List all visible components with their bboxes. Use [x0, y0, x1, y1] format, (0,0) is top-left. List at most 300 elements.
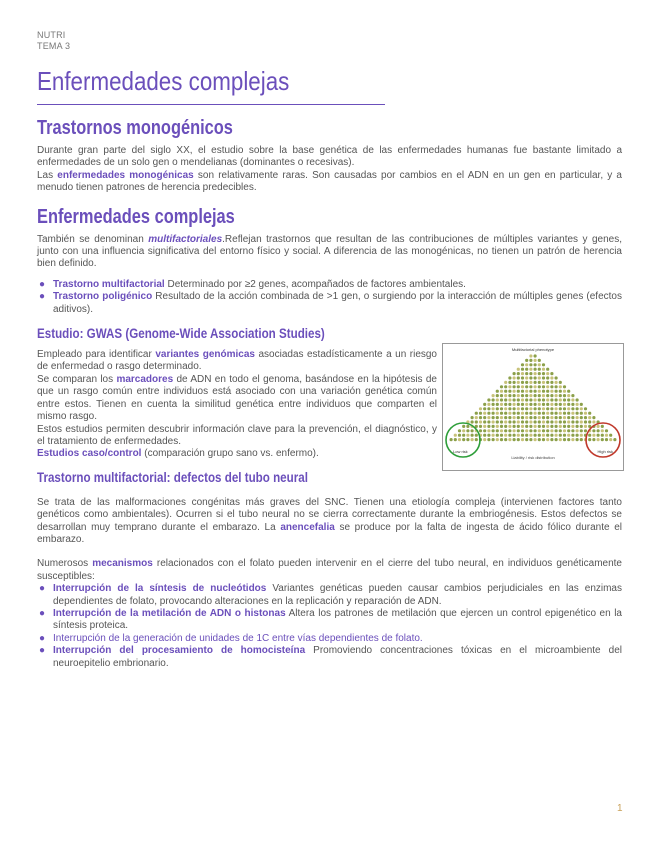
- distribution-dot: [571, 425, 574, 428]
- distribution-dot: [496, 438, 499, 441]
- figure-axis-label: Liability / risk distribution: [511, 455, 555, 461]
- distribution-dot: [609, 438, 612, 441]
- distribution-dot: [492, 398, 495, 401]
- distribution-dot: [580, 416, 583, 419]
- distribution-dot: [500, 398, 503, 401]
- distribution-dot: [517, 420, 520, 423]
- distribution-dot: [597, 434, 600, 437]
- distribution-dot: [550, 420, 553, 423]
- distribution-dot: [479, 425, 482, 428]
- distribution-dot: [550, 416, 553, 419]
- distribution-dot: [458, 429, 461, 432]
- distribution-dot: [492, 412, 495, 415]
- distribution-dot: [513, 403, 516, 406]
- heading-complex-diseases: Enfermedades complejas: [37, 205, 235, 228]
- distribution-dot: [500, 420, 503, 423]
- distribution-dot: [496, 416, 499, 419]
- distribution-dot: [563, 434, 566, 437]
- distribution-dot: [508, 381, 511, 384]
- distribution-dot: [450, 438, 453, 441]
- distribution-dot: [550, 394, 553, 397]
- document-page: [37, 30, 622, 670]
- paragraph-complex-definition: También se denominan multifactoriales.Reflejan trastornos que resultan de las contribuciones de múltiples variantes y genes, junto con una influencia significativa del entorno físico y social. A diferencia de las monogénicas, no tienen un patrón de herencia bien definido.: [37, 233, 622, 270]
- distribution-dot: [550, 403, 553, 406]
- distribution-dot: [546, 372, 549, 375]
- distribution-dot: [555, 438, 558, 441]
- distribution-dot: [555, 407, 558, 410]
- distribution-dot: [555, 376, 558, 379]
- distribution-dot: [504, 385, 507, 388]
- list-item: ● Trastorno multifactorial Determinado por ≥2 genes, acompañados de factores ambientales.: [39, 278, 466, 290]
- distribution-dot: [504, 398, 507, 401]
- distribution-dot: [555, 429, 558, 432]
- distribution-dot: [559, 412, 562, 415]
- distribution-dot: [517, 429, 520, 432]
- distribution-dot: [555, 398, 558, 401]
- distribution-dot: [513, 420, 516, 423]
- distribution-dot: [555, 416, 558, 419]
- distribution-dot: [462, 425, 465, 428]
- distribution-dot: [534, 394, 537, 397]
- distribution-dot: [546, 425, 549, 428]
- distribution-dot: [529, 434, 532, 437]
- paragraph-gwas-markers: Se comparan los marcadores de ADN en todo el genoma, basándose en la hipótesis de que un rasgo común entre individuos está asociado con una variación genética común entre estos. Tienen en cuenta la similitud genética entre individuos que comparten el mismo rasgo.: [37, 373, 437, 423]
- distribution-dot: [471, 416, 474, 419]
- distribution-dot: [555, 425, 558, 428]
- distribution-dot: [487, 420, 490, 423]
- distribution-dot: [504, 438, 507, 441]
- distribution-dot: [538, 385, 541, 388]
- distribution-dot: [508, 385, 511, 388]
- distribution-dot: [584, 407, 587, 410]
- distribution-dot: [508, 398, 511, 401]
- distribution-dot: [542, 416, 545, 419]
- distribution-dot: [542, 412, 545, 415]
- distribution-dot: [525, 416, 528, 419]
- distribution-dot: [529, 394, 532, 397]
- distribution-dot: [571, 416, 574, 419]
- distribution-dot: [538, 407, 541, 410]
- distribution-dot: [529, 368, 532, 371]
- distribution-dot: [550, 425, 553, 428]
- distribution-dot: [534, 420, 537, 423]
- distribution-dot: [529, 416, 532, 419]
- distribution-dot: [559, 403, 562, 406]
- distribution-dot: [597, 429, 600, 432]
- distribution-dot: [559, 429, 562, 432]
- distribution-dot: [517, 372, 520, 375]
- distribution-dot: [517, 434, 520, 437]
- distribution-dot: [563, 412, 566, 415]
- distribution-dot: [492, 438, 495, 441]
- list-item: ● Trastorno poligénico Resultado de la acción combinada de >1 gen, o surgiendo por la interacción de múltiples genes (efectos aditivos).: [39, 291, 622, 315]
- distribution-dot: [546, 403, 549, 406]
- distribution-dot: [563, 407, 566, 410]
- distribution-dot: [546, 429, 549, 432]
- distribution-dot: [496, 425, 499, 428]
- distribution-dot: [529, 385, 532, 388]
- distribution-dot: [492, 425, 495, 428]
- distribution-dot: [609, 434, 612, 437]
- distribution-dot: [567, 429, 570, 432]
- distribution-dot: [559, 416, 562, 419]
- distribution-dot: [584, 420, 587, 423]
- distribution-dot: [525, 403, 528, 406]
- distribution-dot: [492, 434, 495, 437]
- distribution-dot: [534, 363, 537, 366]
- distribution-dot: [601, 434, 604, 437]
- distribution-dot: [513, 438, 516, 441]
- distribution-dot: [563, 420, 566, 423]
- distribution-dot: [521, 368, 524, 371]
- distribution-dot: [597, 425, 600, 428]
- distribution-dot: [525, 372, 528, 375]
- distribution-dot: [513, 425, 516, 428]
- distribution-dot: [538, 394, 541, 397]
- distribution-dot: [496, 398, 499, 401]
- distribution-dot: [542, 438, 545, 441]
- multifactorial-distribution-figure: [442, 343, 624, 471]
- distribution-dot: [584, 425, 587, 428]
- distribution-dot: [542, 372, 545, 375]
- distribution-dot: [563, 429, 566, 432]
- distribution-dot: [458, 434, 461, 437]
- topic-label: TEMA 3: [37, 41, 71, 51]
- distribution-dot: [538, 412, 541, 415]
- distribution-dot: [513, 394, 516, 397]
- distribution-dot: [571, 394, 574, 397]
- distribution-dot: [513, 412, 516, 415]
- distribution-dot: [517, 407, 520, 410]
- distribution-dot: [601, 438, 604, 441]
- distribution-dot: [529, 420, 532, 423]
- distribution-dot: [588, 438, 591, 441]
- distribution-dot: [513, 390, 516, 393]
- distribution-dot: [513, 372, 516, 375]
- distribution-dot: [538, 438, 541, 441]
- distribution-dot: [538, 381, 541, 384]
- distribution-dot: [534, 425, 537, 428]
- distribution-dot: [559, 381, 562, 384]
- distribution-dot: [555, 403, 558, 406]
- paragraph-gwas-benefits: Estos estudios permiten descubrir información clave para la prevención, el diagnóstico, y el tratamiento de enfermedades.: [37, 423, 437, 447]
- distribution-dot: [597, 438, 600, 441]
- distribution-dot: [546, 385, 549, 388]
- distribution-dot: [479, 416, 482, 419]
- distribution-dot: [576, 398, 579, 401]
- distribution-dot: [521, 372, 524, 375]
- distribution-dot: [500, 394, 503, 397]
- figure-label-high-risk: High risk: [597, 449, 613, 455]
- distribution-dot: [580, 438, 583, 441]
- bullet-icon: ●: [39, 278, 46, 290]
- list-item: ● Interrupción de la síntesis de nucleótidos Variantes genéticas pueden causar cambios perjudiciales en las enzimas dependientes de folato, provocando alteraciones en la replicación y reparación de ADN.: [39, 583, 622, 607]
- distribution-dot: [529, 372, 532, 375]
- distribution-dot: [580, 412, 583, 415]
- distribution-dot: [559, 420, 562, 423]
- distribution-dot: [508, 429, 511, 432]
- keyword-enfermedades-monogenicas: enfermedades monogénicas: [57, 169, 194, 181]
- distribution-dot: [559, 438, 562, 441]
- distribution-dot: [496, 412, 499, 415]
- distribution-dot: [567, 412, 570, 415]
- distribution-dot: [542, 390, 545, 393]
- distribution-dot: [504, 390, 507, 393]
- distribution-dot: [538, 434, 541, 437]
- distribution-dot: [542, 398, 545, 401]
- distribution-dot: [504, 412, 507, 415]
- distribution-dot: [525, 398, 528, 401]
- distribution-dot: [483, 420, 486, 423]
- distribution-dot: [546, 376, 549, 379]
- distribution-dot: [534, 385, 537, 388]
- page-number: 1: [617, 803, 623, 814]
- distribution-dot: [538, 425, 541, 428]
- distribution-dot: [521, 376, 524, 379]
- distribution-dot: [529, 412, 532, 415]
- distribution-dot: [529, 390, 532, 393]
- distribution-dot: [555, 390, 558, 393]
- distribution-dot: [508, 420, 511, 423]
- distribution-dot: [546, 420, 549, 423]
- distribution-dot: [550, 381, 553, 384]
- distribution-dot: [529, 425, 532, 428]
- distribution-dot: [525, 438, 528, 441]
- distribution-dot: [563, 425, 566, 428]
- distribution-dot: [492, 403, 495, 406]
- distribution-dot: [496, 394, 499, 397]
- distribution-dot: [584, 416, 587, 419]
- distribution-dot: [559, 385, 562, 388]
- distribution-dot: [504, 394, 507, 397]
- list-item: ● Interrupción de la generación de unidades de 1C entre vías dependientes de folato.: [39, 632, 423, 644]
- distribution-dot: [546, 434, 549, 437]
- distribution-dot: [525, 385, 528, 388]
- distribution-dot: [550, 429, 553, 432]
- distribution-dot: [492, 394, 495, 397]
- distribution-dot: [525, 434, 528, 437]
- distribution-dot: [546, 412, 549, 415]
- distribution-dot: [496, 407, 499, 410]
- distribution-dot: [542, 363, 545, 366]
- distribution-dot: [534, 359, 537, 362]
- distribution-dot: [550, 398, 553, 401]
- keyword-multifactoriales: multifactoriales: [148, 233, 223, 245]
- distribution-dot: [479, 407, 482, 410]
- distribution-dot: [487, 425, 490, 428]
- list-item: ● Interrupción del procesamiento de homocisteína Promoviendo concentraciones tóxicas en el microambiente del neuroepitelio embrionario.: [39, 645, 622, 669]
- distribution-dot: [504, 425, 507, 428]
- distribution-dot: [576, 429, 579, 432]
- distribution-dot: [580, 403, 583, 406]
- distribution-dot: [458, 438, 461, 441]
- distribution-dot: [504, 416, 507, 419]
- distribution-dot: [546, 416, 549, 419]
- distribution-dot: [525, 359, 528, 362]
- distribution-dot: [550, 372, 553, 375]
- distribution-dot: [479, 420, 482, 423]
- distribution-dot: [567, 407, 570, 410]
- distribution-dot: [563, 403, 566, 406]
- distribution-dot: [529, 363, 532, 366]
- distribution-dot: [571, 412, 574, 415]
- distribution-dot: [550, 407, 553, 410]
- distribution-dot: [487, 403, 490, 406]
- distribution-dot: [546, 381, 549, 384]
- distribution-dot: [517, 412, 520, 415]
- bullet-icon: ●: [39, 645, 46, 657]
- distribution-dot: [580, 407, 583, 410]
- distribution-dot: [538, 363, 541, 366]
- heading-gwas: Estudio: GWAS (Genome-Wide Association Studies): [37, 326, 325, 342]
- figure-title: Multifactorial phenotype: [511, 347, 555, 353]
- distribution-dot: [555, 434, 558, 437]
- distribution-dot: [496, 429, 499, 432]
- distribution-dot: [517, 376, 520, 379]
- distribution-dot: [525, 420, 528, 423]
- distribution-dot: [563, 385, 566, 388]
- distribution-dot: [576, 420, 579, 423]
- distribution-dot: [550, 385, 553, 388]
- distribution-dot: [525, 425, 528, 428]
- distribution-dot: [521, 385, 524, 388]
- distribution-dot: [571, 438, 574, 441]
- bullet-icon: ●: [39, 583, 46, 595]
- distribution-dot: [513, 385, 516, 388]
- distribution-dot: [542, 425, 545, 428]
- distribution-dot: [559, 407, 562, 410]
- distribution-dot: [605, 438, 608, 441]
- distribution-dot: [534, 381, 537, 384]
- distribution-dot: [508, 390, 511, 393]
- distribution-dot: [529, 403, 532, 406]
- distribution-dot: [538, 372, 541, 375]
- distribution-dot: [525, 407, 528, 410]
- distribution-dot: [525, 429, 528, 432]
- distribution-dot: [542, 403, 545, 406]
- distribution-dot: [521, 407, 524, 410]
- distribution-dot: [559, 398, 562, 401]
- distribution-dot: [471, 429, 474, 432]
- paragraph-monogenic-history: Durante gran parte del siglo XX, el estudio sobre la base genética de las enfermedades humanas fue bastante limitado a enfermedades de un solo gen o mendelianas (dominantes o recesivas).: [37, 145, 622, 169]
- distribution-dot: [517, 394, 520, 397]
- bullet-icon: ●: [39, 607, 46, 619]
- distribution-dot: [538, 403, 541, 406]
- distribution-dot: [504, 407, 507, 410]
- distribution-dot: [504, 429, 507, 432]
- distribution-dot: [534, 368, 537, 371]
- distribution-dot: [454, 434, 457, 437]
- distribution-dot: [592, 416, 595, 419]
- distribution-dot: [555, 394, 558, 397]
- complex-types-list: [37, 279, 622, 316]
- distribution-dot: [466, 434, 469, 437]
- distribution-dot: [521, 416, 524, 419]
- distribution-dot: [555, 412, 558, 415]
- distribution-dot: [513, 376, 516, 379]
- distribution-dot: [576, 425, 579, 428]
- distribution-dot: [559, 390, 562, 393]
- distribution-dot: [475, 416, 478, 419]
- distribution-dot: [483, 434, 486, 437]
- bullet-icon: ●: [39, 632, 46, 644]
- distribution-dot: [471, 420, 474, 423]
- distribution-dot: [525, 363, 528, 366]
- distribution-dot: [580, 425, 583, 428]
- distribution-dot: [508, 434, 511, 437]
- title-divider: [37, 104, 385, 105]
- mechanisms-list: [37, 583, 622, 670]
- distribution-dot: [555, 420, 558, 423]
- distribution-dot: [542, 394, 545, 397]
- distribution-dot: [538, 416, 541, 419]
- distribution-dot: [542, 381, 545, 384]
- distribution-dot: [542, 368, 545, 371]
- distribution-dot: [567, 425, 570, 428]
- distribution-dot: [462, 438, 465, 441]
- distribution-dot: [487, 398, 490, 401]
- distribution-dot: [504, 434, 507, 437]
- distribution-dot: [492, 420, 495, 423]
- distribution-dot: [592, 420, 595, 423]
- distribution-dot: [466, 438, 469, 441]
- heading-neural-tube: Trastorno multifactorial: defectos del tubo neural: [37, 469, 308, 485]
- distribution-dot: [529, 376, 532, 379]
- distribution-dot: [496, 390, 499, 393]
- distribution-dot: [550, 376, 553, 379]
- distribution-dot: [538, 390, 541, 393]
- distribution-dot: [550, 412, 553, 415]
- distribution-dot: [529, 381, 532, 384]
- paragraph-gwas-purpose: Empleado para identificar variantes genómicas asociadas estadísticamente a un riesgo de enfermedad o rasgo determinado.: [37, 349, 437, 373]
- distribution-dot: [508, 438, 511, 441]
- distribution-dot: [555, 381, 558, 384]
- distribution-dot: [487, 416, 490, 419]
- distribution-dot: [567, 390, 570, 393]
- distribution-dot: [508, 412, 511, 415]
- distribution-dot: [529, 407, 532, 410]
- distribution-dot: [521, 390, 524, 393]
- distribution-dot: [521, 394, 524, 397]
- distribution-dot: [466, 425, 469, 428]
- distribution-dot: [475, 434, 478, 437]
- distribution-dot: [534, 372, 537, 375]
- distribution-dot: [508, 425, 511, 428]
- distribution-dot: [483, 429, 486, 432]
- distribution-dot: [563, 394, 566, 397]
- distribution-dot: [517, 385, 520, 388]
- distribution-dot: [542, 407, 545, 410]
- distribution-dot: [521, 425, 524, 428]
- distribution-dot: [513, 407, 516, 410]
- distribution-dot: [601, 425, 604, 428]
- distribution-dot: [605, 429, 608, 432]
- distribution-dot: [538, 398, 541, 401]
- distribution-dot: [592, 438, 595, 441]
- distribution-dot: [513, 434, 516, 437]
- distribution-dot: [521, 429, 524, 432]
- distribution-dot: [500, 429, 503, 432]
- distribution-dot: [500, 425, 503, 428]
- distribution-dot: [500, 407, 503, 410]
- heading-monogenic: Trastornos monogénicos: [37, 117, 233, 139]
- distribution-dot: [588, 434, 591, 437]
- distribution-dot: [567, 394, 570, 397]
- distribution-dot: [567, 420, 570, 423]
- distribution-dot: [483, 425, 486, 428]
- distribution-dot: [483, 403, 486, 406]
- distribution-dot: [534, 412, 537, 415]
